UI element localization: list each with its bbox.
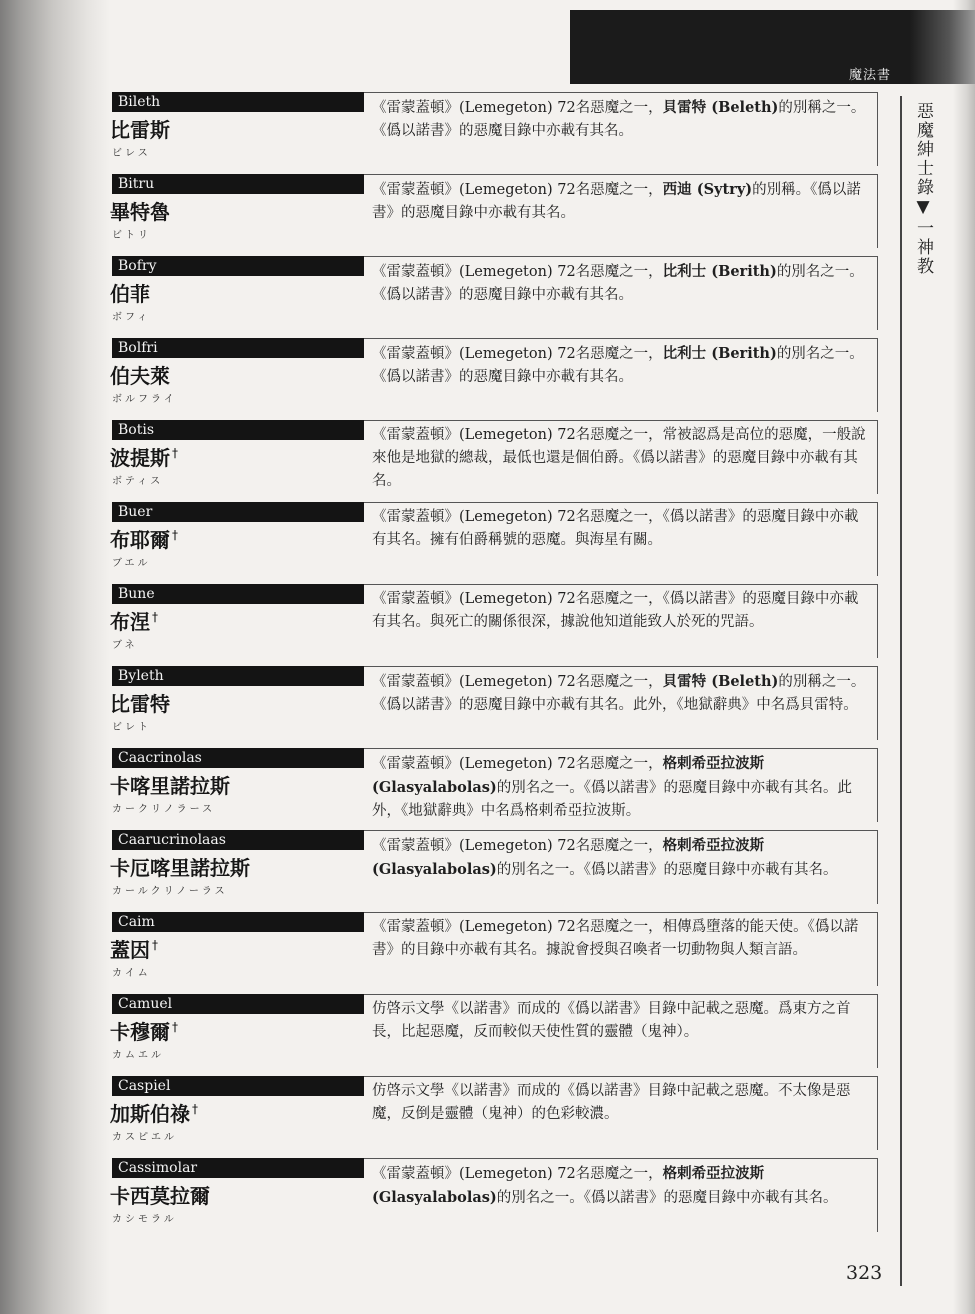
entry-katakana-reading: カムエル bbox=[112, 1050, 164, 1061]
description-text: 的別名之一。《僞以諾書》的惡魔目錄中亦載有其名。 bbox=[496, 862, 838, 878]
entry-latin-name: Bofry bbox=[112, 256, 364, 276]
dagger-mark: † bbox=[152, 938, 158, 952]
entry-katakana-reading: ボフィ bbox=[112, 312, 151, 323]
dagger-mark: † bbox=[172, 1020, 178, 1034]
entry-chinese-name bbox=[110, 688, 172, 717]
entry-12 bbox=[0, 1076, 975, 1156]
entry-chinese-name-text: 比雷特 bbox=[110, 692, 170, 716]
entry-chinese-name bbox=[110, 442, 178, 471]
entry-9 bbox=[0, 830, 975, 910]
entry-13 bbox=[0, 1158, 975, 1238]
entry-chinese-name bbox=[110, 114, 172, 143]
page-number: 323 bbox=[846, 1262, 883, 1284]
entry-10 bbox=[0, 912, 975, 992]
entry-katakana-reading: ブエル bbox=[112, 558, 151, 569]
side-tab-label: 惡魔紳士錄▼一神教 bbox=[913, 102, 933, 276]
entry-description bbox=[372, 506, 866, 552]
entry-latin-name: Botis bbox=[112, 420, 364, 440]
entry-chinese-name bbox=[110, 524, 178, 553]
entry-katakana-reading: ビレス bbox=[112, 148, 151, 159]
header-band-tail bbox=[910, 10, 975, 84]
entry-description bbox=[372, 96, 866, 143]
entry-chinese-name-text: 伯菲 bbox=[110, 282, 150, 306]
description-text: 《雷蒙蓋頓》(Lemegeton) 72名惡魔之一， bbox=[372, 1166, 663, 1182]
entry-katakana-reading: カスピエル bbox=[112, 1132, 177, 1143]
description-bold-term: 西迪 (Sytry) bbox=[662, 181, 753, 198]
entry-chinese-name-text: 加斯伯祿 bbox=[110, 1102, 190, 1126]
entry-chinese-name-text: 布耶爾 bbox=[110, 528, 170, 552]
entry-latin-name: Bileth bbox=[112, 92, 364, 112]
entry-latin-name: Bolfri bbox=[112, 338, 364, 358]
entry-chinese-name bbox=[110, 770, 232, 799]
entry-katakana-reading: カークリノラース bbox=[112, 804, 216, 815]
entry-description bbox=[372, 998, 866, 1044]
entry-6 bbox=[0, 584, 975, 664]
dagger-mark: † bbox=[192, 1102, 198, 1116]
entry-chinese-name bbox=[110, 196, 172, 225]
entry-chinese-name-text: 比雷斯 bbox=[110, 118, 170, 142]
description-text: 《雷蒙蓋頓》(Lemegeton) 72名惡魔之一， bbox=[372, 838, 663, 854]
description-bold-term: 貝雷特 (Beleth) bbox=[662, 99, 779, 116]
entry-description bbox=[372, 670, 866, 717]
description-text: 《雷蒙蓋頓》(Lemegeton) 72名惡魔之一， bbox=[372, 346, 663, 362]
entry-chinese-name-text: 蓋因 bbox=[110, 938, 150, 962]
entry-latin-name: Bune bbox=[112, 584, 364, 604]
description-text: 的別稱之一。《僞以諾書》的惡魔目錄中亦載有其名。 bbox=[372, 100, 866, 139]
description-bold-term: 比利士 (Berith) bbox=[662, 263, 777, 280]
entry-katakana-reading: ボルフライ bbox=[112, 394, 177, 405]
entry-description bbox=[372, 1162, 866, 1210]
entry-chinese-name-text: 畢特魯 bbox=[110, 200, 170, 224]
entry-2 bbox=[0, 256, 975, 336]
dagger-mark: † bbox=[152, 610, 158, 624]
entry-1 bbox=[0, 174, 975, 254]
entry-chinese-name bbox=[110, 1098, 198, 1127]
description-bold-term: 格剌希亞拉波斯 (Glasyalabolas) bbox=[372, 1165, 765, 1206]
entry-katakana-reading: カシモラル bbox=[112, 1214, 177, 1225]
entry-latin-name: Bitru bbox=[112, 174, 364, 194]
description-bold-term: 格剌希亞拉波斯 (Glasyalabolas) bbox=[372, 837, 765, 878]
entry-description bbox=[372, 178, 866, 225]
entry-latin-name: Caacrinolas bbox=[112, 748, 364, 768]
description-text: 《雷蒙蓋頓》(Lemegeton) 72名惡魔之一，《僞以諾書》的惡魔目錄中亦載有其名。擁有伯爵稱號的惡魔。與海星有關。 bbox=[372, 509, 859, 548]
entry-chinese-name bbox=[110, 1180, 212, 1209]
entry-8 bbox=[0, 748, 975, 828]
description-text: 的別稱。《僞以諾書》的惡魔目錄中亦載有其名。 bbox=[372, 182, 861, 221]
entry-latin-name: Caim bbox=[112, 912, 364, 932]
entry-katakana-reading: ブネ bbox=[112, 640, 138, 651]
entry-11 bbox=[0, 994, 975, 1074]
description-text: 《雷蒙蓋頓》(Lemegeton) 72名惡魔之一， bbox=[372, 674, 663, 690]
entry-chinese-name-text: 卡西莫拉爾 bbox=[110, 1184, 210, 1208]
dagger-mark: † bbox=[172, 446, 178, 460]
description-text: 《雷蒙蓋頓》(Lemegeton) 72名惡魔之一， bbox=[372, 264, 663, 280]
description-bold-term: 比利士 (Berith) bbox=[662, 345, 777, 362]
entry-latin-name: Buer bbox=[112, 502, 364, 522]
entry-description bbox=[372, 342, 866, 389]
entry-4 bbox=[0, 420, 975, 500]
entry-description bbox=[372, 916, 866, 962]
entry-katakana-reading: ボティス bbox=[112, 476, 164, 487]
entry-0 bbox=[0, 92, 975, 172]
entry-chinese-name-text: 波提斯 bbox=[110, 446, 170, 470]
description-text: 《雷蒙蓋頓》(Lemegeton) 72名惡魔之一，《僞以諾書》的惡魔目錄中亦載有其名。與死亡的關係很深，據說他知道能致人於死的咒語。 bbox=[372, 591, 859, 630]
entry-katakana-reading: ビトリ bbox=[112, 230, 151, 241]
entry-chinese-name bbox=[110, 852, 252, 881]
entry-3 bbox=[0, 338, 975, 418]
description-text: 的別名之一。《僞以諾書》的惡魔目錄中亦載有其名。 bbox=[372, 264, 864, 303]
entry-katakana-reading: カイム bbox=[112, 968, 151, 979]
description-text: 《雷蒙蓋頓》(Lemegeton) 72名惡魔之一，常被認爲是高位的惡魔，一般說來他是地獄的總裁，最低也還是個伯爵。《僞以諾書》的惡魔目錄中亦載有其名。 bbox=[372, 427, 866, 489]
description-text: 《雷蒙蓋頓》(Lemegeton) 72名惡魔之一，相傳爲墮落的能天使。《僞以諾書》的目錄中亦載有其名。據說會授與召喚者一切動物與人類言語。 bbox=[372, 919, 859, 958]
entry-chinese-name bbox=[110, 934, 158, 963]
entry-katakana-reading: ビレト bbox=[112, 722, 151, 733]
entry-latin-name: Camuel bbox=[112, 994, 364, 1014]
description-text: 仿啓示文學《以諾書》而成的《僞以諾書》目錄中記載之惡魔。爲東方之首長，比起惡魔，反而較似天使性質的靈體（鬼神）。 bbox=[372, 1001, 851, 1040]
description-text: 的別名之一。《僞以諾書》的惡魔目錄中亦載有其名。此外，《地獄辭典》中名爲格剌希亞拉波斯。 bbox=[372, 780, 853, 819]
entry-7 bbox=[0, 666, 975, 746]
entry-chinese-name bbox=[110, 278, 152, 307]
entry-description bbox=[372, 834, 866, 882]
description-text: 的別名之一。《僞以諾書》的惡魔目錄中亦載有其名。 bbox=[496, 1190, 838, 1206]
description-text: 《雷蒙蓋頓》(Lemegeton) 72名惡魔之一， bbox=[372, 182, 663, 198]
entry-latin-name: Caspiel bbox=[112, 1076, 364, 1096]
entry-5 bbox=[0, 502, 975, 582]
entry-chinese-name bbox=[110, 360, 172, 389]
entry-description bbox=[372, 260, 866, 307]
dagger-mark: † bbox=[172, 528, 178, 542]
description-text: 《雷蒙蓋頓》(Lemegeton) 72名惡魔之一， bbox=[372, 100, 663, 116]
description-text: 仿啓示文學《以諾書》而成的《僞以諾書》目錄中記載之惡魔。不太像是惡魔，反倒是靈體（鬼神）的色彩較濃。 bbox=[372, 1083, 851, 1122]
description-text: 的別稱之一。《僞以諾書》的惡魔目錄中亦載有其名。此外，《地獄辭典》中名爲貝雷特。 bbox=[372, 674, 866, 713]
entry-latin-name: Byleth bbox=[112, 666, 364, 686]
entry-description bbox=[372, 752, 866, 823]
entry-latin-name: Caarucrinolaas bbox=[112, 830, 364, 850]
entry-chinese-name-text: 伯夫萊 bbox=[110, 364, 170, 388]
description-bold-term: 格剌希亞拉波斯 (Glasyalabolas) bbox=[372, 755, 765, 796]
entry-chinese-name-text: 布涅 bbox=[110, 610, 150, 634]
entry-chinese-name-text: 卡穆爾 bbox=[110, 1020, 170, 1044]
entry-description bbox=[372, 424, 866, 493]
description-text: 《雷蒙蓋頓》(Lemegeton) 72名惡魔之一， bbox=[372, 756, 663, 772]
entry-chinese-name-text: 卡厄喀里諾拉斯 bbox=[110, 856, 250, 880]
entry-description bbox=[372, 588, 866, 634]
entry-latin-name: Cassimolar bbox=[112, 1158, 364, 1178]
description-bold-term: 貝雷特 (Beleth) bbox=[662, 673, 779, 690]
entry-chinese-name-text: 卡喀里諾拉斯 bbox=[110, 774, 230, 798]
section-title: 魔法書 bbox=[848, 68, 891, 83]
entry-katakana-reading: カールクリノーラス bbox=[112, 886, 228, 897]
description-text: 的別名之一。《僞以諾書》的惡魔目錄中亦載有其名。 bbox=[372, 346, 864, 385]
entry-chinese-name bbox=[110, 606, 158, 635]
entry-description bbox=[372, 1080, 866, 1126]
entry-chinese-name bbox=[110, 1016, 178, 1045]
